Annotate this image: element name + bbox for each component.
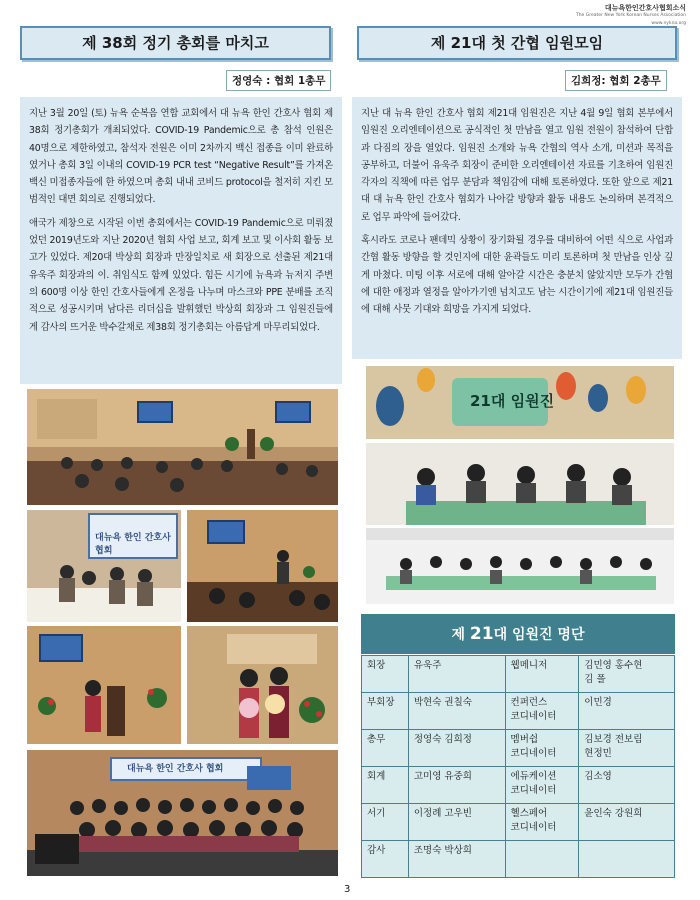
roster-names-cell: 정영숙 김희정 [408, 730, 505, 767]
roster-row [362, 841, 675, 878]
roster-role-cell: 감사 [362, 841, 409, 878]
right-article-title: 제 21대 첫 간협 임원모임 [357, 26, 677, 60]
photo-speaker-podium [187, 510, 338, 622]
roster-row [362, 767, 675, 804]
roster-names-cell: 조명숙 박상희 [408, 841, 505, 878]
sign-text: 21대 임원진 [470, 392, 555, 410]
roster-row [362, 693, 675, 730]
banner-text: 대뉴욕 한인 간호사 협회 [95, 533, 171, 556]
roster-body [362, 656, 675, 878]
org-name: 대뉴욕한인간호사협회소식 [604, 4, 686, 12]
left-paragraph-1: 지난 3월 20일 (토) 뉴욕 순복음 연합 교회에서 대 뉴욕 한인 간호사 협회 제38회 정기총회가 개최되었다. COVID-19 Pandemic으로 총 참석 인원은 40명으로 제한하였고, 참석자 전원은 이미 2차까지 백신 접종을 이미 완료하였거나 총회 3일 이내의 COVID-19 PCR test “Negative Result”를 가져온 백신 미접종자들에 한 하였으며 총회 내내 코비드 protocol을 철저히 지킨 모범적인 대면 회의로 진행되었다. [29, 108, 333, 206]
left-article-body [20, 97, 342, 384]
photo-new-president-flowers [187, 626, 338, 744]
roster-names-cell: 윤인숙 강원희 [579, 804, 675, 841]
roster-role-cell: 멤버쉽 코디네이터 [505, 730, 579, 767]
roster-names-cell [579, 841, 675, 878]
org-header [576, 4, 686, 28]
roster-row [362, 804, 675, 841]
org-url: www.nykna.org [651, 21, 686, 26]
photo-orientation-room [366, 528, 674, 604]
roster-names-cell: 김보경 전보림 현정민 [579, 730, 675, 767]
left-byline: 정영숙 : 협회 1총무 [226, 70, 331, 91]
roster-title-suffix: 대 임원진 명단 [493, 627, 585, 643]
roster-role-cell [505, 841, 579, 878]
photo-outgoing-president [27, 626, 181, 744]
roster-title-prefix: 제 [451, 627, 470, 643]
right-byline: 김희정: 협회 2총무 [565, 70, 667, 91]
roster-role-cell: 회장 [362, 656, 409, 693]
roster-names-cell: 김민영 홍수현 김 폴 [579, 656, 675, 693]
group-banner-text: 대뉴욕 한인 간호사 협회 [127, 764, 224, 774]
roster-role-cell: 부회장 [362, 693, 409, 730]
right-paragraph-2: 혹시라도 코로나 팬데믹 상황이 장기화될 경우를 대비하여 어떤 식으로 사업과 간협 활동 방향을 할 것인지에 대한 윤곽들도 미리 토론하며 첫 만남을 인상 깊게 마쳤다. 미팅 이후 서로에 대해 알아갈 시간은 충분치 않았지만 모두가 간협에 대한 애정과 열정을 알아가기엔 넘치고도 남는 시간이기에 제21대 임원진들에 대해 사뭇 기대와 희망을 가지게 되었다. [361, 235, 673, 316]
roster-role-cell: 헬스페어 코디네이터 [505, 804, 579, 841]
roster-names-cell: 이민경 [579, 693, 675, 730]
left-article-title: 제 38회 정기 총회를 마치고 [20, 26, 331, 60]
roster-names-cell: 유욱주 [408, 656, 505, 693]
roster-role-cell: 회계 [362, 767, 409, 804]
roster-names-cell: 고미영 유중희 [408, 767, 505, 804]
roster-role-cell: 서기 [362, 804, 409, 841]
roster-table [361, 655, 675, 878]
org-subtitle: The Greater New York Korean Nurses Association [575, 13, 686, 18]
roster-title [361, 614, 675, 654]
roster-names-cell: 이정례 고우빈 [408, 804, 505, 841]
roster-role-cell: 총무 [362, 730, 409, 767]
roster-names-cell: 김소영 [579, 767, 675, 804]
photo-group-assembly [27, 750, 338, 876]
roster-row [362, 656, 675, 693]
roster-role-cell: 컨퍼런스 코디네이터 [505, 693, 579, 730]
photo-meeting-table [366, 443, 674, 525]
page-number: 3 [344, 884, 351, 895]
roster-title-number: 21 [469, 624, 494, 644]
left-paragraph-2: 애국가 제창으로 시작된 이번 총회에서는 COVID-19 Pandemic으로 미뤄졌었던 2019년도와 지난 2020년 협회 사업 보고, 회계 보고 및 이사회 활동 보고가 있었다. 제20대 박상희 회장과 만장일치로 새 회장으로 선출된 제21대 유욱주 회장과의 이. 취임식도 함께 있었다. 힘든 시기에 뉴욕과 뉴저지 주변의 600명 이상 한인 간호사들에게 온정을 나누며 마스크와 PPE 분배를 조직적으로 성공시키며 남다른 리더십을 발휘했던 박상희 회장과 그 임원진들에게 감사의 뜨거운 박수갈채로 제38회 정기총회는 아름답게 마무리되었다. [29, 217, 333, 333]
photo-21st-sign [366, 366, 674, 439]
photo-banner-group [27, 510, 181, 622]
roster-role-cell: 에듀케이션 코디네이터 [505, 767, 579, 804]
roster-row [362, 730, 675, 767]
roster-names-cell: 박현숙 권칠숙 [408, 693, 505, 730]
photo-assembly-hall [27, 389, 338, 505]
roster-role-cell: 웹메니저 [505, 656, 579, 693]
right-paragraph-1: 지난 대 뉴욕 한인 간호사 협회 제21대 임원진은 지난 4월 9일 협회 본부에서 임원진 오리엔테이션으로 공식적인 첫 만남을 열고 임원 전원이 참석하여 단합과 다짐의 장을 열었다. 임원진 소개와 뉴욕 간협의 역사 소개, 미션과 목적을 공부하고, 더불어 유욱주 회장이 준비한 오리엔테이션 자료를 기초하여 임원진 각자의 직책에 따른 업무 분담과 책임감에 대해 토론하였다. 또한 앞으로 제21대 대 뉴욕 한인 간호사 협회가 나아갈 방향과 활동 내용도 논의하며 본격적으로 업무 파악에 들어갔다. [361, 108, 673, 223]
right-article-body [352, 97, 682, 359]
